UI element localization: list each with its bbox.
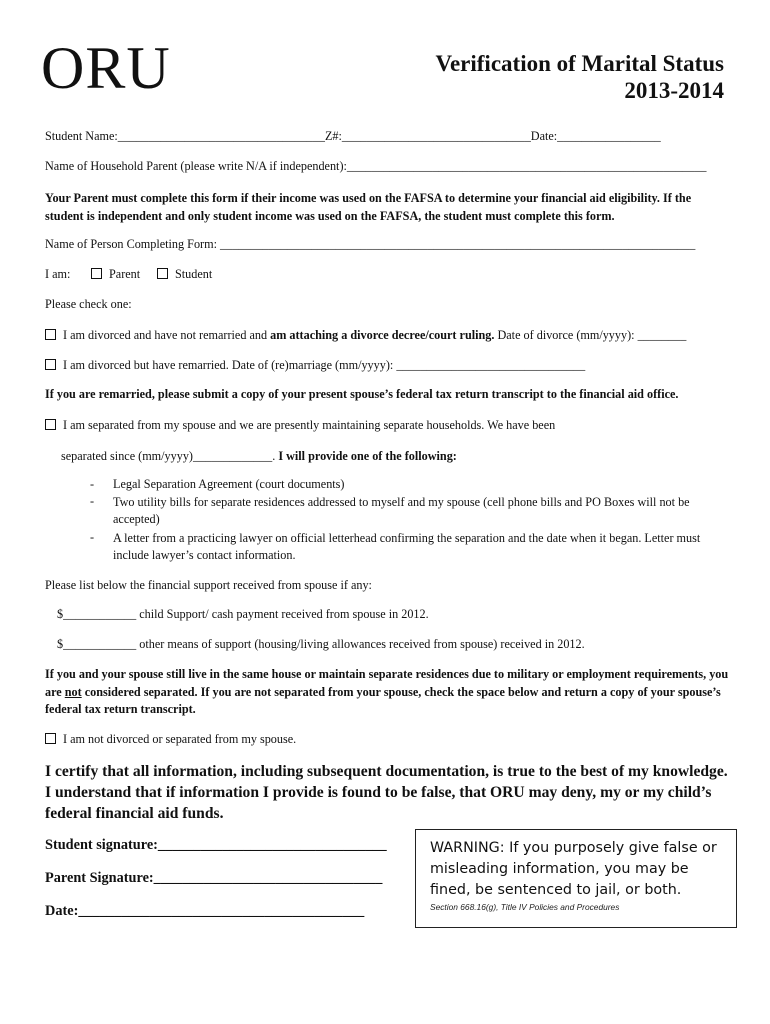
who-completes-notice: Your Parent must complete this form if their income was used on the FAFSA to determine your financial aid eligibility. If the student is independent and only student income was used on the FAFSA, the student must complete this form. (45, 191, 692, 223)
remarried-option[interactable] (45, 358, 585, 373)
not-word: not (64, 684, 82, 699)
warning-text: WARNING: If you purposely give false or misleading information, you may be fined, be sentenced to jail, or both. (430, 840, 717, 898)
student-signature-line[interactable]: Student signature:________________________________ (45, 837, 387, 853)
parent-option[interactable] (91, 267, 140, 282)
student-info-line[interactable]: Student Name:__________________________________Z#:_______________________________Date:_________________ (45, 129, 661, 143)
divorced-checkbox[interactable] (45, 329, 56, 340)
other-support-line[interactable]: $____________ other means of support (housing/living allowances received from spouse) received in 2012. (57, 637, 585, 651)
form-year: 2013-2014 (624, 78, 724, 103)
parent-checkbox[interactable] (91, 268, 102, 279)
same-house-notice (45, 666, 730, 719)
date-signature-line[interactable]: Date:________________________________________ (45, 903, 365, 919)
list-item: Legal Separation Agreement (court documents) (113, 477, 345, 491)
divorced-bold-text: am attaching a divorce decree/court ruling. (270, 328, 495, 342)
remarried-text: I am divorced but have remarried. Date of (re)marriage (mm/yyyy): _______________________________ (63, 358, 586, 372)
provide-one-text: I will provide one of the following: (278, 449, 457, 463)
remarried-checkbox[interactable] (45, 359, 56, 370)
separated-since-line (61, 449, 457, 464)
same-house-text-2: considered separated. If you are not separated from your spouse, check the space below and return a copy of your spouse’s federal tax return transcript. (45, 684, 721, 716)
person-completing-line[interactable]: Name of Person Completing Form: ______________________________________________________________________________ (45, 237, 696, 251)
separated-checkbox[interactable] (45, 419, 56, 430)
separated-since-text: separated since (mm/yyyy)_____________. (61, 449, 279, 463)
student-option[interactable] (157, 267, 212, 282)
list-item: Two utility bills for separate residences addressed to myself and my spouse (cell phone bills and PO Boxes will not be accepted) (113, 495, 690, 526)
form-title: Verification of Marital Status (435, 51, 724, 76)
list-dash: - (90, 494, 95, 508)
support-intro: Please list below the financial support received from spouse if any: (45, 578, 372, 592)
remarried-notice: If you are remarried, please submit a copy of your present spouse’s federal tax return transcript to the financial aid office. (45, 387, 679, 401)
divorced-text: I am divorced and have not remarried and (63, 328, 271, 342)
warning-citation: Section 668.16(g), Title IV Policies and Procedures (430, 902, 620, 912)
student-option-label: Student (175, 267, 213, 281)
i-am-label: I am: (45, 267, 71, 281)
same-house-text-1: If you and your spouse still live in the same house or maintain separate residences due to military or employment requirements, you are (45, 667, 729, 699)
divorced-option[interactable] (45, 328, 686, 343)
separated-option[interactable] (45, 418, 555, 433)
child-support-line[interactable]: $____________ child Support/ cash payment received from spouse in 2012. (57, 607, 429, 621)
list-dash: - (90, 530, 95, 544)
parent-signature-line[interactable]: Parent Signature:________________________________ (45, 870, 383, 886)
certification-statement: I certify that all information, including subsequent documentation, is true to the best of my knowledge. I understand that if information I provide is found to be false, that ORU may deny, my or my child’s federal financial aid funds. (45, 763, 728, 822)
household-parent-line[interactable]: Name of Household Parent (please write N/A if independent):___________________________________________________________ (45, 159, 707, 173)
please-check-label: Please check one: (45, 297, 132, 311)
warning-box (415, 829, 737, 928)
not-divorced-checkbox[interactable] (45, 733, 56, 744)
list-item: A letter from a practicing lawyer on official letterhead confirming the separation and the date when it began. Letter must include lawyer’s contact information. (113, 531, 701, 562)
parent-option-label: Parent (109, 267, 141, 281)
divorce-date-field: Date of divorce (mm/yyyy): ________ (494, 328, 687, 342)
list-dash: - (90, 477, 95, 491)
student-checkbox[interactable] (157, 268, 168, 279)
separated-text-line1: I am separated from my spouse and we are presently maintaining separate households. We have been (63, 418, 556, 432)
not-divorced-option[interactable] (45, 732, 296, 747)
not-divorced-text: I am not divorced or separated from my spouse. (63, 732, 297, 746)
oru-logo: ORU (41, 35, 171, 101)
